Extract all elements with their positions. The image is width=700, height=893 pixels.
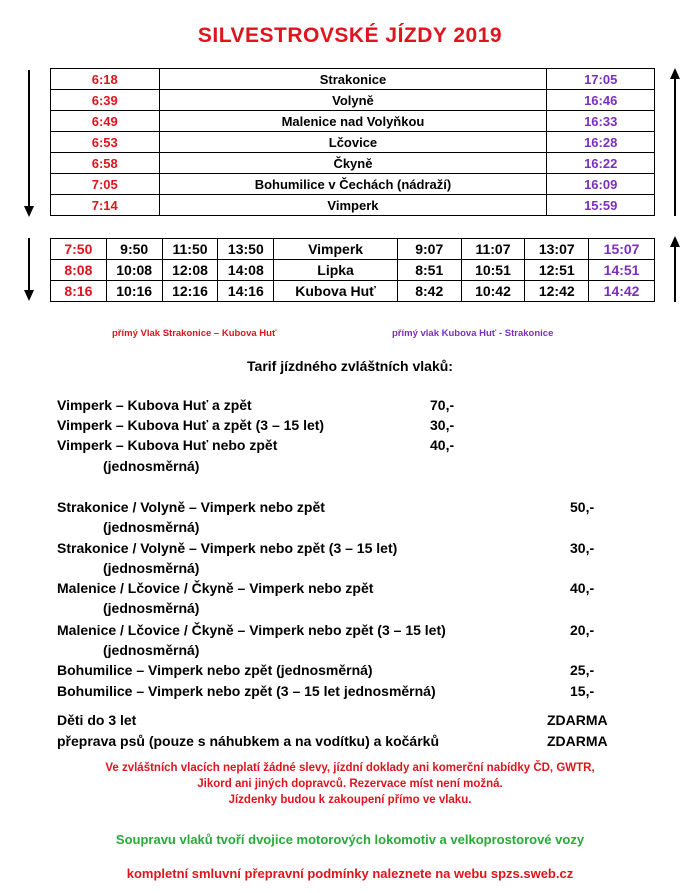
free-price: ZDARMA xyxy=(547,712,608,728)
departure-time: 6:39 xyxy=(51,90,160,111)
arrow-down-icon xyxy=(24,238,34,302)
return-time: 12:51 xyxy=(525,260,589,281)
timetable-row xyxy=(51,132,655,153)
return-time: 10:51 xyxy=(461,260,525,281)
web-note: kompletní smluvní přepravní podmínky naleznete na webu spzs.sweb.cz xyxy=(126,866,574,881)
return-time: 16:22 xyxy=(547,153,655,174)
tariff-price: 30,- xyxy=(570,540,595,556)
station-name: Vimperk xyxy=(159,195,547,216)
return-time: 8:51 xyxy=(397,260,461,281)
notice-line: Jízdenky budou k zakoupení přímo ve vlaku. xyxy=(228,794,472,806)
departure-time: 7:14 xyxy=(51,195,160,216)
tariff-price: 50,- xyxy=(570,499,595,515)
return-time: 16:09 xyxy=(547,174,655,195)
shuttle-row xyxy=(51,260,655,281)
tariff-price: 25,- xyxy=(570,662,595,678)
legend-strakonice-kubova: přímý Vlak Strakonice – Kubova Huť xyxy=(112,328,277,339)
arrow-down-icon xyxy=(24,70,34,218)
station-name: Volyně xyxy=(159,90,547,111)
tariff-item-note: (jednosměrná) xyxy=(103,600,200,616)
station-name: Vimperk xyxy=(274,239,398,260)
shuttle-row xyxy=(51,281,655,302)
arrow-up-icon xyxy=(670,68,680,216)
tariff-item-note: (jednosměrná) xyxy=(103,560,200,576)
notice-text xyxy=(0,760,700,808)
departure-time: 8:16 xyxy=(51,281,107,302)
timetable-row xyxy=(51,90,655,111)
departure-time: 12:08 xyxy=(162,260,218,281)
train-composition-note: Soupravu vlaků tvoří dvojice motorových lokomotiv a velkoprostorové vozy xyxy=(115,832,585,847)
timetable-row xyxy=(51,195,655,216)
tariff-price: 70,- xyxy=(430,397,455,413)
departure-time: 10:16 xyxy=(106,281,162,302)
page-title: SILVESTROVSKÉ JÍZDY 2019 xyxy=(197,24,503,47)
departure-time: 11:50 xyxy=(162,239,218,260)
notice-line: Ve zvláštních vlacích neplatí žádné slevy, jízdní doklady ani komerční nabídky ČD, GWTR, xyxy=(105,762,595,774)
return-time: 14:42 xyxy=(589,281,655,302)
tariff-item: Bohumilice – Vimperk nebo zpět (3 – 15 let jednosměrná) xyxy=(57,683,436,699)
tariff-item: Vimperk – Kubova Huť a zpět (3 – 15 let) xyxy=(57,417,325,433)
station-name: Lčovice xyxy=(159,132,547,153)
return-time: 14:51 xyxy=(589,260,655,281)
station-name: Čkyně xyxy=(159,153,547,174)
tariff-item-note: (jednosměrná) xyxy=(103,642,200,658)
departure-time: 14:08 xyxy=(218,260,274,281)
return-time: 15:07 xyxy=(589,239,655,260)
tariff-item: Vimperk – Kubova Huť nebo zpět xyxy=(57,437,278,453)
arrow-up-icon xyxy=(670,236,680,302)
return-time: 10:42 xyxy=(461,281,525,302)
station-name: Lipka xyxy=(274,260,398,281)
departure-time: 7:05 xyxy=(51,174,160,195)
return-time: 17:05 xyxy=(547,69,655,90)
tariff-price: 15,- xyxy=(570,683,595,699)
tariff-item-note: (jednosměrná) xyxy=(103,458,200,474)
return-time: 12:42 xyxy=(525,281,589,302)
free-item: přeprava psů (pouze s náhubkem a na vodítku) a kočárků xyxy=(57,733,439,749)
departure-time: 9:50 xyxy=(106,239,162,260)
tariff-price: 20,- xyxy=(570,622,595,638)
station-name: Kubova Huť xyxy=(274,281,398,302)
tariff-item-note: (jednosměrná) xyxy=(103,519,200,535)
free-item: Děti do 3 let xyxy=(57,712,137,728)
departure-time: 13:50 xyxy=(218,239,274,260)
tariff-price: 40,- xyxy=(570,580,595,596)
timetable-main xyxy=(50,68,655,216)
free-price: ZDARMA xyxy=(547,733,608,749)
return-time: 16:28 xyxy=(547,132,655,153)
timetable-row xyxy=(51,153,655,174)
departure-time: 10:08 xyxy=(106,260,162,281)
return-time: 16:33 xyxy=(547,111,655,132)
timetable-shuttle xyxy=(50,238,655,302)
return-time: 13:07 xyxy=(525,239,589,260)
return-time: 9:07 xyxy=(397,239,461,260)
tariff-item: Malenice / Lčovice / Čkyně – Vimperk nebo zpět (3 – 15 let) xyxy=(57,622,446,638)
station-name: Bohumilice v Čechách (nádraží) xyxy=(159,174,547,195)
return-time: 8:42 xyxy=(397,281,461,302)
departure-time: 14:16 xyxy=(218,281,274,302)
return-time: 11:07 xyxy=(461,239,525,260)
timetable-row xyxy=(51,174,655,195)
return-time: 15:59 xyxy=(547,195,655,216)
departure-time: 6:53 xyxy=(51,132,160,153)
tariff-title: Tarif jízdného zvláštních vlaků: xyxy=(247,358,453,374)
departure-time: 8:08 xyxy=(51,260,107,281)
departure-time: 12:16 xyxy=(162,281,218,302)
return-time: 16:46 xyxy=(547,90,655,111)
timetable-row xyxy=(51,69,655,90)
tariff-price: 40,- xyxy=(430,437,455,453)
tariff-item: Malenice / Lčovice / Čkyně – Vimperk nebo zpět xyxy=(57,580,374,596)
station-name: Malenice nad Volyňkou xyxy=(159,111,547,132)
departure-time: 7:50 xyxy=(51,239,107,260)
departure-time: 6:18 xyxy=(51,69,160,90)
tariff-item: Strakonice / Volyně – Vimperk nebo zpět (3 – 15 let) xyxy=(57,540,398,556)
shuttle-row xyxy=(51,239,655,260)
departure-time: 6:58 xyxy=(51,153,160,174)
tariff-item: Vimperk – Kubova Huť a zpět xyxy=(57,397,252,413)
timetable-row xyxy=(51,111,655,132)
tariff-item: Bohumilice – Vimperk nebo zpět (jednosměrná) xyxy=(57,662,373,678)
legend-kubova-strakonice: přímý vlak Kubova Huť - Strakonice xyxy=(392,328,554,339)
tariff-price: 30,- xyxy=(430,417,455,433)
tariff-item: Strakonice / Volyně – Vimperk nebo zpět xyxy=(57,499,325,515)
departure-time: 6:49 xyxy=(51,111,160,132)
station-name: Strakonice xyxy=(159,69,547,90)
notice-line: Jikord ani jiných dopravců. Rezervace míst není možná. xyxy=(197,778,503,790)
